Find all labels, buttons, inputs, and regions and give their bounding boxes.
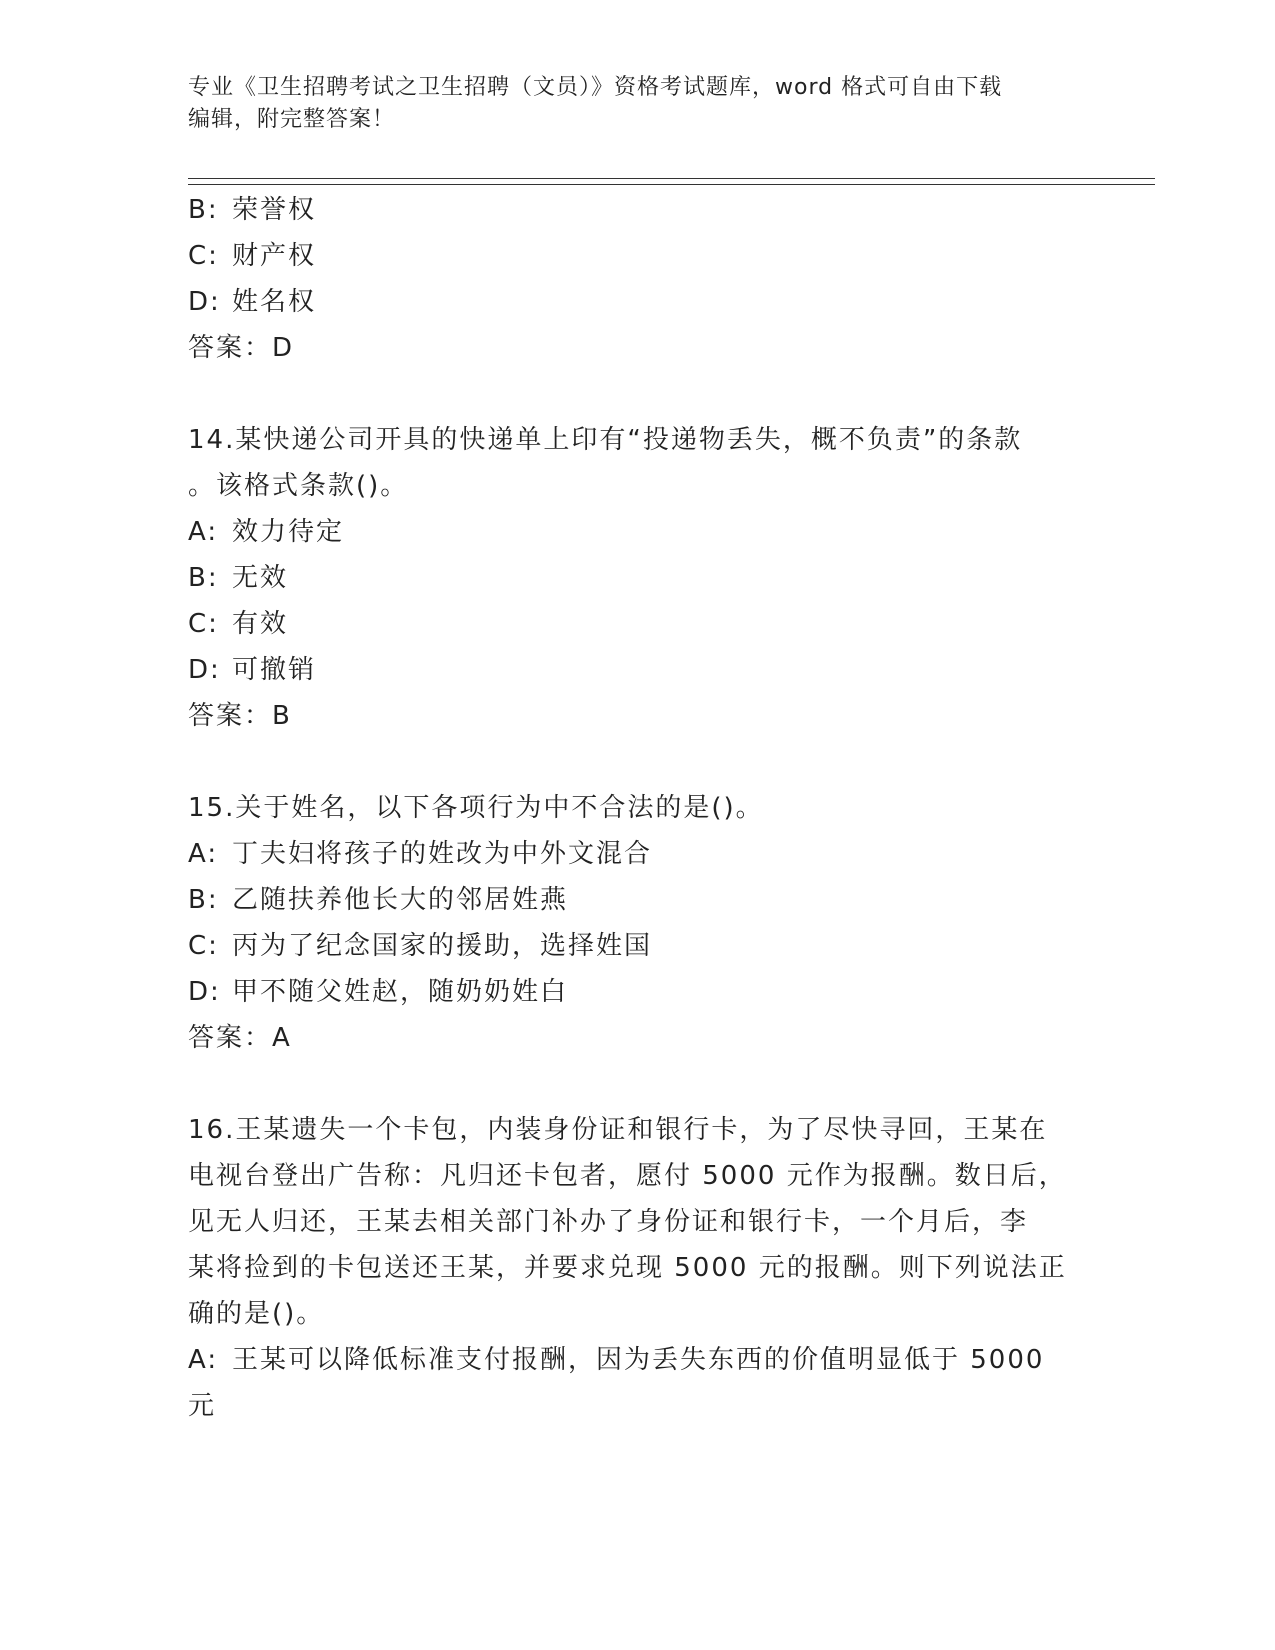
option-label: B: <box>188 885 219 915</box>
option-label: A: <box>188 517 219 547</box>
option-label: A: <box>188 839 219 869</box>
option-text: 荣誉权 <box>232 195 317 225</box>
q16-option-a-continued: 元 <box>188 1391 217 1421</box>
spacer <box>188 739 1078 785</box>
q14-answer: 答案：B <box>188 701 292 731</box>
option-label: C: <box>188 931 219 961</box>
q13-answer: 答案：D <box>188 333 295 363</box>
option-text: 乙随扶养他长大的邻居姓燕 <box>232 885 569 915</box>
q14-option-b <box>188 555 1078 601</box>
option-label: D: <box>188 977 221 1007</box>
option-label: D: <box>188 287 221 317</box>
option-text: 可撤销 <box>232 655 317 685</box>
q16-stem-line-3: 见无人归还，王某去相关部门补办了身份证和银行卡，一个月后，李 <box>188 1207 1029 1237</box>
option-text: 甲不随父姓赵，随奶奶姓白 <box>232 977 569 1007</box>
option-label: A: <box>188 1345 219 1375</box>
option-text: 效力待定 <box>232 517 345 547</box>
option-text: 王某可以降低标准支付报酬，因为丢失东西的价值明显低于 5000 <box>232 1345 1045 1375</box>
option-label: D: <box>188 655 221 685</box>
q13-option-c <box>188 233 1078 279</box>
spacer <box>188 1061 1078 1107</box>
document-header <box>188 72 1088 136</box>
option-text: 姓名权 <box>232 287 317 317</box>
q15-option-b <box>188 877 1078 923</box>
q15-option-d <box>188 969 1078 1015</box>
option-label: C: <box>188 241 219 271</box>
q13-option-b <box>188 187 1078 233</box>
option-label: C: <box>188 609 219 639</box>
option-text: 财产权 <box>232 241 317 271</box>
question-content <box>188 187 1078 1429</box>
q16-option-a <box>188 1337 1078 1383</box>
spacer <box>188 371 1078 417</box>
q16-stem-line-2: 电视台登出广告称：凡归还卡包者，愿付 5000 元作为报酬。数日后， <box>188 1161 1067 1191</box>
q14-stem-line-1: 14.某快递公司开具的快递单上印有“投递物丢失，概不负责”的条款 <box>188 425 1023 455</box>
q15-option-a <box>188 831 1078 877</box>
q16-stem-line-5: 确的是()。 <box>188 1299 325 1329</box>
q13-option-d <box>188 279 1078 325</box>
header-divider <box>188 178 1155 185</box>
q16-stem-line-1: 16.王某遗失一个卡包，内装身份证和银行卡，为了尽快寻回，王某在 <box>188 1115 1048 1145</box>
header-line-1: 专业《卫生招聘考试之卫生招聘（文员）》资格考试题库，word 格式可自由下载 <box>188 75 1003 100</box>
option-text: 丙为了纪念国家的援助，选择姓国 <box>232 931 653 961</box>
option-text: 有效 <box>232 609 289 639</box>
header-line-2: 编辑，附完整答案！ <box>188 107 396 132</box>
option-text: 丁夫妇将孩子的姓改为中外文混合 <box>232 839 653 869</box>
q15-answer: 答案：A <box>188 1023 292 1053</box>
q14-option-d <box>188 647 1078 693</box>
option-label: B: <box>188 195 219 225</box>
q14-stem-line-2: 。该格式条款()。 <box>188 471 409 501</box>
option-label: B: <box>188 563 219 593</box>
option-text: 无效 <box>232 563 289 593</box>
q15-option-c <box>188 923 1078 969</box>
q15-stem-line-1: 15.关于姓名，以下各项行为中不合法的是()。 <box>188 793 764 823</box>
q14-option-a <box>188 509 1078 555</box>
q14-option-c <box>188 601 1078 647</box>
q16-stem-line-4: 某将捡到的卡包送还王某，并要求兑现 5000 元的报酬。则下列说法正 <box>188 1253 1067 1283</box>
